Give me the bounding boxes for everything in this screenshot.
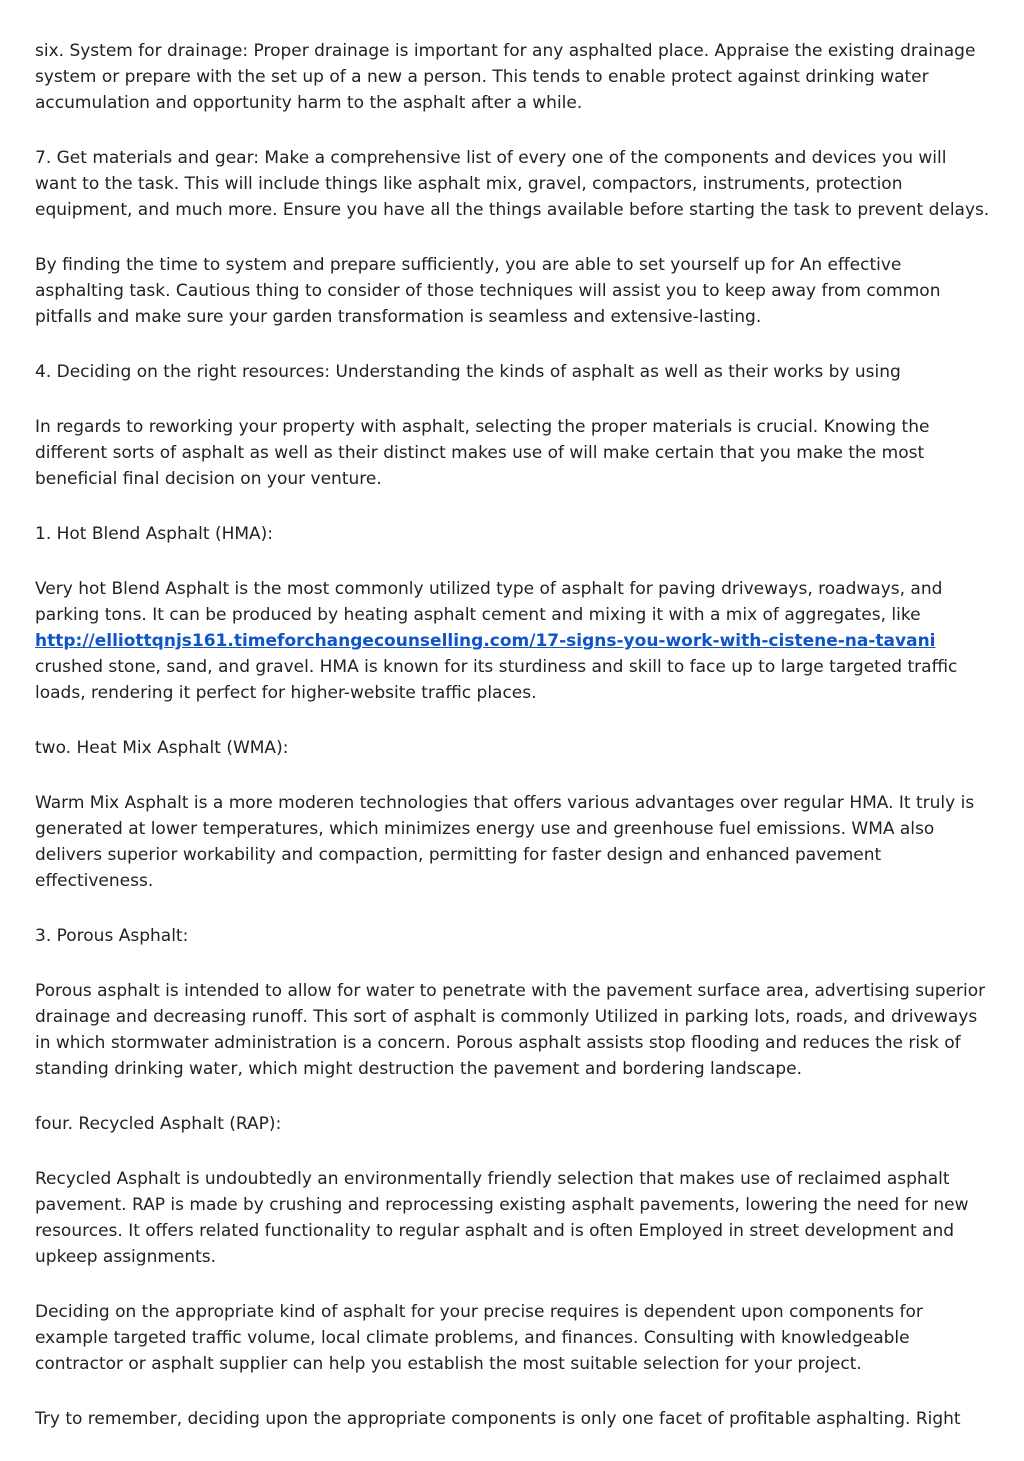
section-heading-resources: 4. Deciding on the right resources: Understanding the kinds of asphalt as well as their works by using (35, 362, 901, 382)
paragraph-rap: Recycled Asphalt is undoubtedly an environmentally friendly selection that makes use of reclaimed asphalt pavement. RAP is made by crushing and reprocessing existing asphalt pavements, lowering the need for new resources. It offers related functionality to regular asphalt and is often Employed in street development and upkeep assignments. (35, 1169, 969, 1267)
hma-text-before-link: Very hot Blend Asphalt is the most commonly utilized type of asphalt for paving driveways, roadways, and parking tons. It can be produced by heating asphalt cement and mixing it with a mix of aggregates, like (35, 579, 943, 625)
paragraph-resources-intro: In regards to reworking your property with asphalt, selecting the proper materials is crucial. Knowing the different sorts of asphalt as well as their distinct makes use of will make certain that you make the most beneficial final decision on your venture. (35, 417, 930, 489)
document-body (35, 38, 993, 1461)
paragraph-materials-gear: 7. Get materials and gear: Make a comprehensive list of every one of the components and devices you will want to the task. This will include things like asphalt mix, gravel, compactors, instruments, protection equipment, and much more. Ensure you have all the things available before starting the task to prevent delays. (35, 148, 990, 220)
hma-text-after-link: crushed stone, sand, and gravel. HMA is known for its sturdiness and skill to face up to large targeted traffic loads, rendering it perfect for higher-website traffic places. (35, 657, 958, 703)
paragraph-closing: Try to remember, deciding upon the appropriate components is only one facet of profitable asphalting. Right (35, 1409, 961, 1429)
paragraph-hma (35, 576, 993, 706)
article-link[interactable]: http://elliottqnjs161.timeforchangecounselling.com/17-signs-you-work-with-cistene-na-tavani (35, 631, 936, 651)
heading-recycled-asphalt: four. Recycled Asphalt (RAP): (35, 1114, 282, 1134)
paragraph-porous: Porous asphalt is intended to allow for water to penetrate with the pavement surface area, advertising superior drainage and decreasing runoff. This sort of asphalt is commonly Utilized in parking lots, roads, and driveways in which stormwater administration is a concern. Porous asphalt assists stop flooding and reduces the risk of standing drinking water, which might destruction the pavement and bordering landscape. (35, 981, 986, 1079)
paragraph-choosing: Deciding on the appropriate kind of asphalt for your precise requires is dependent upon components for example targeted traffic volume, local climate problems, and finances. Consulting with knowledgeable contractor or asphalt supplier can help you establish the most suitable selection for your project. (35, 1302, 923, 1374)
paragraph-planning-summary: By finding the time to system and prepare sufficiently, you are able to set yourself up for An effective asphalting task. Cautious thing to consider of those techniques will assist you to keep away from common pitfalls and make sure your garden transformation is seamless and extensive-lasting. (35, 255, 941, 327)
heading-porous-asphalt: 3. Porous Asphalt: (35, 926, 189, 946)
heading-warm-mix-asphalt: two. Heat Mix Asphalt (WMA): (35, 738, 289, 758)
paragraph-drainage: six. System for drainage: Proper drainage is important for any asphalted place. Appraise the existing drainage system or prepare with the set up of a new a person. This tends to enable protect against drinking water accumulation and opportunity harm to the asphalt after a while. (35, 41, 976, 113)
heading-hot-blend-asphalt: 1. Hot Blend Asphalt (HMA): (35, 524, 274, 544)
paragraph-wma: Warm Mix Asphalt is a more moderen technologies that offers various advantages over regular HMA. It truly is generated at lower temperatures, which minimizes energy use and greenhouse fuel emissions. WMA also delivers superior workability and compaction, permitting for faster design and enhanced pavement effectiveness. (35, 793, 975, 891)
